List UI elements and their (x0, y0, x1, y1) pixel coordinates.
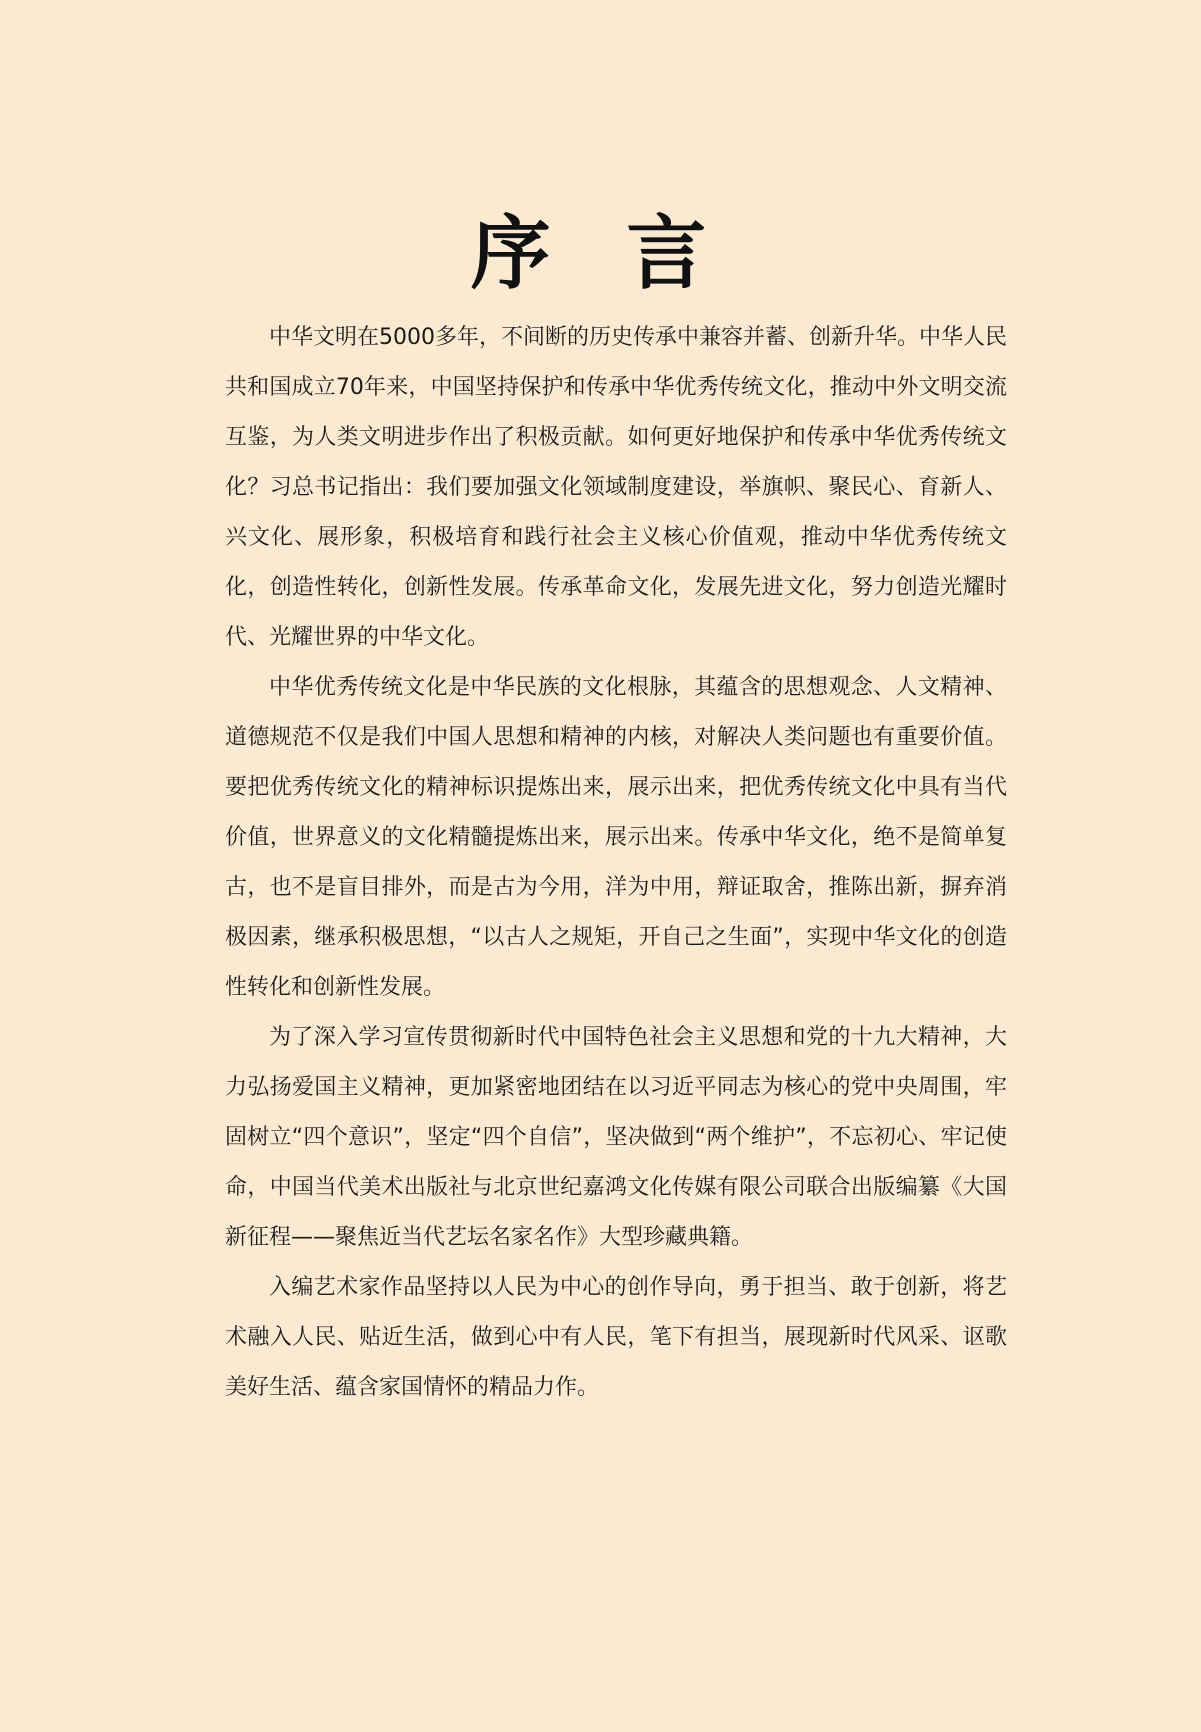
paragraph-1: 中华文明在5000多年，不间断的历史传承中兼容并蓄、创新升华。中华人民共和国成立70年来，中国坚持保护和传承中华优秀传统文化，推动中外文明交流互鉴，为人类文明进步作出了积极贡献。如何更好地保护和传承中华优秀传统文化？习总书记指出：我们要加强文化领域制度建设，举旗帜、聚民心、育新人、兴文化、展形象，积极培育和践行社会主义核心价值观，推动中华优秀传统文化，创造性转化，创新性发展。传承革命文化，发展先进文化，努力创造光耀时代、光耀世界的中华文化。 (225, 325, 1007, 650)
paragraph-2: 中华优秀传统文化是中华民族的文化根脉，其蕴含的思想观念、人文精神、道德规范不仅是我们中国人思想和精神的内核，对解决人类问题也有重要价值。要把优秀传统文化的精神标识提炼出来，展示出来，把优秀传统文化中具有当代价值，世界意义的文化精髓提炼出来，展示出来。传承中华文化，绝不是简单复古，也不是盲目排外，而是古为今用，洋为中用，辩证取舍，推陈出新，摒弃消极因素，继承积极思想，“以古人之规矩，开自己之生面”，实现中华文化的创造性转化和创新性发展。 (225, 675, 1007, 1000)
paragraph-4: 入编艺术家作品坚持以人民为中心的创作导向，勇于担当、敢于创新，将艺术融入人民、贴近生活，做到心中有人民，笔下有担当，展现新时代风采、讴歌美好生活、蕴含家国情怀的精品力作。 (225, 1275, 1007, 1400)
page-title: 序 言 (470, 206, 731, 300)
preface-body (225, 313, 1007, 1413)
paragraph-3: 为了深入学习宣传贯彻新时代中国特色社会主义思想和党的十九大精神，大力弘扬爱国主义精神，更加紧密地团结在以习近平同志为核心的党中央周围，牢固树立“四个意识”，坚定“四个自信”，坚决做到“两个维护”，不忘初心、牢记使命，中国当代美术出版社与北京世纪嘉鸿文化传媒有限公司联合出版编纂《大国新征程——聚焦近当代艺坛名家名作》大型珍藏典籍。 (225, 1025, 1007, 1250)
